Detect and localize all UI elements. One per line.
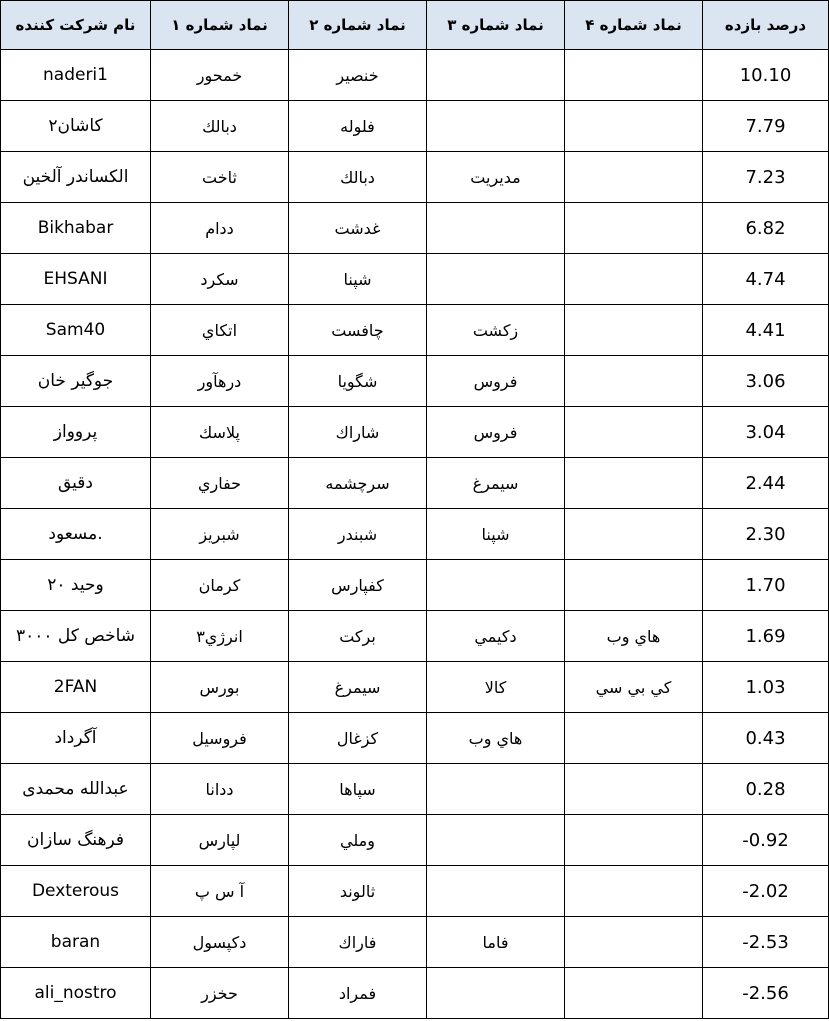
symbol-2-cell: فلوله (289, 101, 427, 152)
header-symbol-2: نماد شماره ۲ (289, 1, 427, 50)
table-row (1, 356, 829, 407)
symbol-3-cell (427, 254, 565, 305)
symbol-4-cell (565, 764, 703, 815)
symbol-2-cell: كزغال (289, 713, 427, 764)
symbol-3-cell (427, 101, 565, 152)
symbol-4-cell (565, 203, 703, 254)
return-percent-cell: 7.23 (703, 152, 829, 203)
return-percent-cell: 1.70 (703, 560, 829, 611)
symbol-4-cell: كي بي سي (565, 662, 703, 713)
symbol-4-cell (565, 917, 703, 968)
table-row (1, 509, 829, 560)
symbol-2-cell: چافست (289, 305, 427, 356)
symbol-2-cell: فاراك (289, 917, 427, 968)
symbol-1-cell: خمحور (151, 50, 289, 101)
symbol-4-cell (565, 560, 703, 611)
participant-name-cell: naderi1 (1, 50, 151, 101)
symbol-4-cell: هاي وب (565, 611, 703, 662)
symbol-1-cell: بورس (151, 662, 289, 713)
participant-name-cell: عبدالله محمدی (1, 764, 151, 815)
return-percent-cell: 2.44 (703, 458, 829, 509)
symbol-2-cell: شگويا (289, 356, 427, 407)
symbol-1-cell: انرژي٣ (151, 611, 289, 662)
table-row (1, 917, 829, 968)
header-row (1, 1, 829, 50)
participant-name-cell: baran (1, 917, 151, 968)
participant-name-cell: EHSANI (1, 254, 151, 305)
participant-name-cell: وحيد ٢٠ (1, 560, 151, 611)
participant-name-cell: ali_nostro (1, 968, 151, 1019)
symbol-2-cell: سرچشمه (289, 458, 427, 509)
return-percent-cell: 6.82 (703, 203, 829, 254)
symbol-4-cell (565, 509, 703, 560)
symbol-3-cell: مديريت (427, 152, 565, 203)
symbol-3-cell: فاما (427, 917, 565, 968)
return-percent-cell: -0.92 (703, 815, 829, 866)
symbol-1-cell: دبالك (151, 101, 289, 152)
return-percent-cell: 0.28 (703, 764, 829, 815)
return-percent-cell: 1.03 (703, 662, 829, 713)
symbol-2-cell: خنصير (289, 50, 427, 101)
participant-name-cell: فرهنگ سازان (1, 815, 151, 866)
header-symbol-4: نماد شماره ۴ (565, 1, 703, 50)
table-row (1, 866, 829, 917)
participant-name-cell: شاخص كل ٣٠٠٠ (1, 611, 151, 662)
table-row (1, 713, 829, 764)
participant-name-cell: آگرداد (1, 713, 151, 764)
symbol-1-cell: اتكاي (151, 305, 289, 356)
symbol-4-cell (565, 815, 703, 866)
participant-name-cell: دقيق (1, 458, 151, 509)
table-row (1, 203, 829, 254)
symbol-3-cell: هاي وب (427, 713, 565, 764)
symbol-1-cell: آ س پ (151, 866, 289, 917)
symbol-2-cell: سپاها (289, 764, 427, 815)
symbol-1-cell: دكپسول (151, 917, 289, 968)
participant-name-cell: كاشان٢ (1, 101, 151, 152)
symbol-3-cell (427, 764, 565, 815)
header-return-percent: درصد بازده (703, 1, 829, 50)
symbol-4-cell (565, 254, 703, 305)
return-percent-cell: 1.69 (703, 611, 829, 662)
participant-name-cell: پروواز (1, 407, 151, 458)
participant-name-cell: الكساندر آلخين (1, 152, 151, 203)
symbol-1-cell: ددانا (151, 764, 289, 815)
table-row (1, 458, 829, 509)
symbol-3-cell: دكيمي (427, 611, 565, 662)
symbol-4-cell (565, 152, 703, 203)
symbol-2-cell: سيمرغ (289, 662, 427, 713)
symbol-3-cell: شپنا (427, 509, 565, 560)
header-symbol-3: نماد شماره ۳ (427, 1, 565, 50)
symbol-1-cell: لپارس (151, 815, 289, 866)
table-row (1, 611, 829, 662)
table-row (1, 407, 829, 458)
symbol-1-cell: فروسيل (151, 713, 289, 764)
symbol-2-cell: بركت (289, 611, 427, 662)
return-percent-cell: -2.02 (703, 866, 829, 917)
symbol-1-cell: ثاخت (151, 152, 289, 203)
symbol-2-cell: غدشت (289, 203, 427, 254)
table-row (1, 305, 829, 356)
return-percent-cell: -2.56 (703, 968, 829, 1019)
symbol-1-cell: سكرد (151, 254, 289, 305)
table-row (1, 152, 829, 203)
table-row (1, 662, 829, 713)
symbol-3-cell: زكشت (427, 305, 565, 356)
symbol-4-cell (565, 866, 703, 917)
symbol-4-cell (565, 407, 703, 458)
return-percent-cell: 3.06 (703, 356, 829, 407)
symbol-2-cell: ثالوند (289, 866, 427, 917)
participant-name-cell: مسعود. (1, 509, 151, 560)
return-percent-cell: -2.53 (703, 917, 829, 968)
symbol-3-cell (427, 866, 565, 917)
symbol-4-cell (565, 50, 703, 101)
symbol-4-cell (565, 458, 703, 509)
symbol-3-cell: سيمرغ (427, 458, 565, 509)
symbol-3-cell (427, 203, 565, 254)
symbol-2-cell: شبندر (289, 509, 427, 560)
participant-name-cell: 2FAN (1, 662, 151, 713)
participant-name-cell: Dexterous (1, 866, 151, 917)
symbol-3-cell (427, 968, 565, 1019)
return-percent-cell: 10.10 (703, 50, 829, 101)
symbol-3-cell: فروس (427, 407, 565, 458)
symbol-1-cell: كرمان (151, 560, 289, 611)
table-row (1, 815, 829, 866)
symbol-1-cell: پلاسك (151, 407, 289, 458)
symbol-2-cell: دبالك (289, 152, 427, 203)
symbol-3-cell (427, 815, 565, 866)
symbol-3-cell: فروس (427, 356, 565, 407)
table-row (1, 254, 829, 305)
symbol-3-cell (427, 50, 565, 101)
symbol-1-cell: درهآور (151, 356, 289, 407)
symbol-4-cell (565, 356, 703, 407)
symbol-2-cell: شاراك (289, 407, 427, 458)
symbol-4-cell (565, 101, 703, 152)
symbol-4-cell (565, 968, 703, 1019)
symbol-2-cell: شپنا (289, 254, 427, 305)
symbol-2-cell: كفپارس (289, 560, 427, 611)
symbol-2-cell: وملي (289, 815, 427, 866)
table-row (1, 968, 829, 1019)
symbol-4-cell (565, 713, 703, 764)
return-percent-cell: 3.04 (703, 407, 829, 458)
table-row (1, 50, 829, 101)
table-row (1, 764, 829, 815)
return-percent-cell: 4.74 (703, 254, 829, 305)
participant-name-cell: Bikhabar (1, 203, 151, 254)
table-row (1, 101, 829, 152)
participant-name-cell: جوگير خان (1, 356, 151, 407)
symbol-1-cell: حفاري (151, 458, 289, 509)
symbol-4-cell (565, 305, 703, 356)
symbol-3-cell: كالا (427, 662, 565, 713)
header-participant-name: نام شرکت کننده (1, 1, 151, 50)
symbol-1-cell: شبريز (151, 509, 289, 560)
symbol-1-cell: ددام (151, 203, 289, 254)
symbol-1-cell: حخزر (151, 968, 289, 1019)
return-percent-cell: 0.43 (703, 713, 829, 764)
header-symbol-1: نماد شماره ۱ (151, 1, 289, 50)
table-body (1, 50, 829, 1019)
table-row (1, 560, 829, 611)
return-percent-cell: 2.30 (703, 509, 829, 560)
symbol-2-cell: فمراد (289, 968, 427, 1019)
return-percent-cell: 4.41 (703, 305, 829, 356)
symbol-3-cell (427, 560, 565, 611)
return-percent-cell: 7.79 (703, 101, 829, 152)
participant-name-cell: Sam40 (1, 305, 151, 356)
